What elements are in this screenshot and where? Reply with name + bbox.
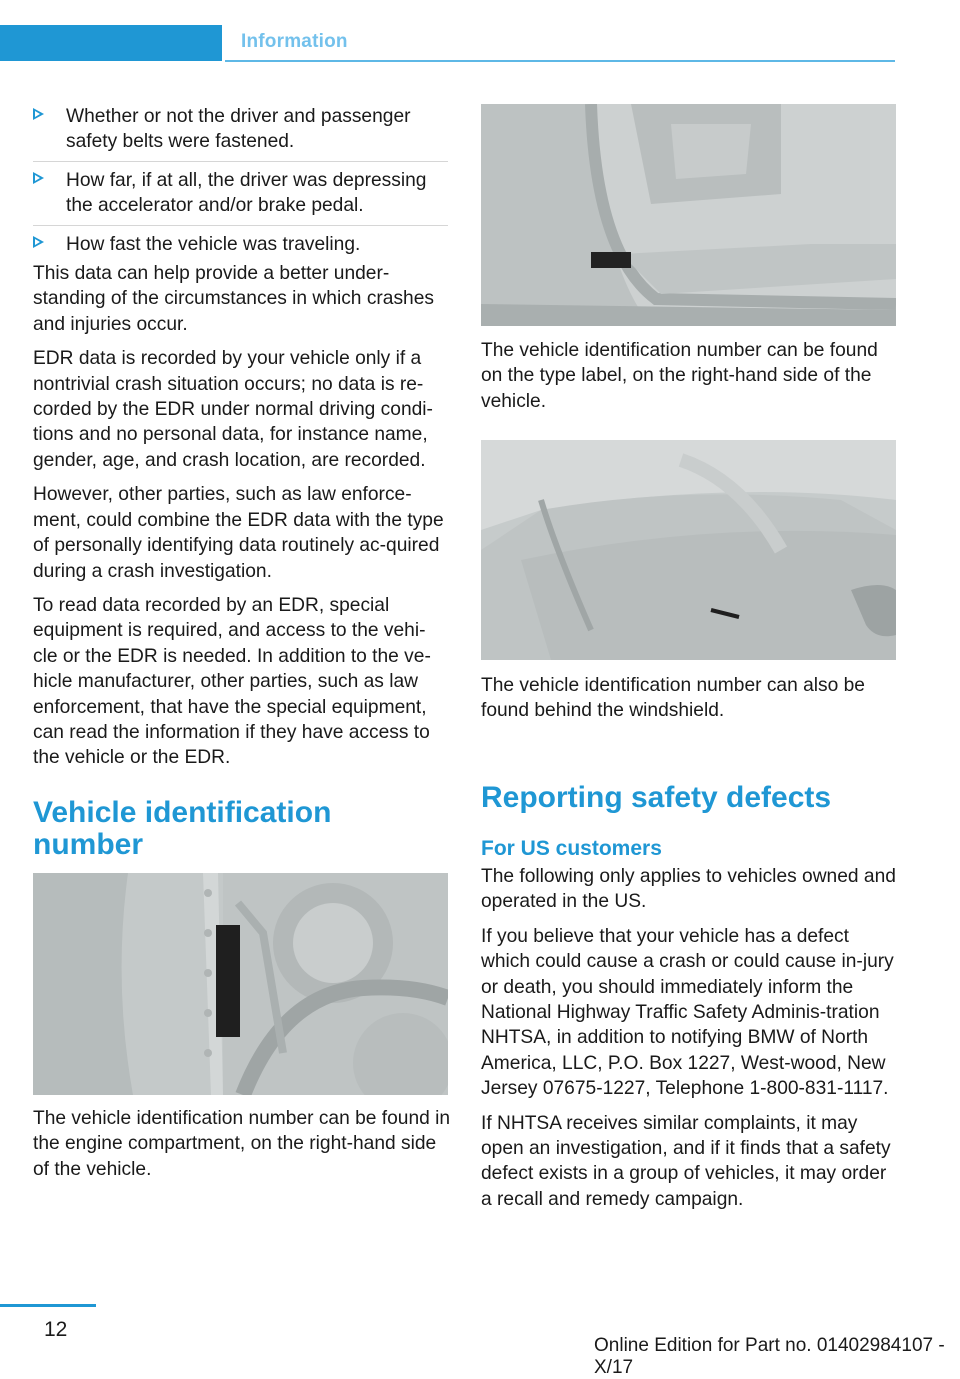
vin-type-label-caption: The vehicle identification number can be found on the type label, on the right-hand side of the vehicle. [481,340,878,412]
list-item: How far, if at all, the driver was depressing the accelerator and/or brake pedal. [33,168,448,226]
paragraph: However, other parties, such as law enforce‐ment, could combine the EDR data with the type of personally identifying data routinely ac‐quired during a crash investigation. [33,484,444,582]
paragraph: To read data recorded by an EDR, special equipment is required, and access to the vehi‐cle or the EDR is needed. In addition to the ve‐hicle manufacturer, other parties, such as law enforcement, that have the special equipment, can read the information if they have access to the vehicle or the EDR. [33,594,431,769]
page-number: 12 [44,1318,68,1341]
paragraph: This data can help provide a better under‐standing of the circumstances in which crashes and injuries occur. [33,263,434,335]
bullet-list [33,104,448,259]
section-title-reporting: Reporting safety defects [481,781,832,814]
windshield-image [481,440,896,660]
triangle-bullet-icon [33,108,44,120]
edition-footer: Online Edition for Part no. 01402984107 - X/17 [594,1335,945,1378]
subsection-title-us: For US customers [481,837,662,860]
list-item: How fast the vehicle was traveling. [33,232,448,259]
list-item: Whether or not the driver and passenger safety belts were fastened. [33,104,448,162]
triangle-bullet-icon [33,236,44,248]
paragraph: If NHTSA receives similar complaints, it may open an investigation, and if it finds that a safety defect exists in a group of vehicles, it may order a recall and remedy campaign. [481,1112,891,1210]
paragraph: The following only applies to vehicles owned and operated in the US. [481,866,896,913]
page-number-rule [0,1304,96,1307]
reporting-section [481,782,896,1221]
left-column [33,104,448,780]
vin-engine-caption: The vehicle identification number can be found in the engine compartment, on the right-hand side of the vehicle. [33,1108,451,1180]
header-accent-bar [0,25,222,61]
section-header-title: Information [241,31,348,52]
paragraph: EDR data is recorded by your vehicle only if a nontrivial crash situation occurs; no data is re‐corded by the EDR under normal driving condi‐tions and no personal data, for instance name, gender, age, and crash location, are recorded. [33,348,433,471]
paragraph: If you believe that your vehicle has a defect which could cause a crash or could cause in‐jury or death, you should immediately inform the National Highway Traffic Safety Adminis‐tration NHTSA, in addition to notifying BMW of North America, LLC, P.O. Box 1227, West‐wood, New Jersey 07675-1227, Telephone 1-800-831-1117. [481,925,894,1100]
triangle-bullet-icon [33,172,44,184]
type-label-image [481,104,896,326]
vin-windshield-caption: The vehicle identification number can also be found behind the windshield. [481,675,865,722]
header-rule [225,60,895,62]
section-title-vin: Vehicle identification number [33,796,332,861]
engine-compartment-image [33,873,448,1095]
